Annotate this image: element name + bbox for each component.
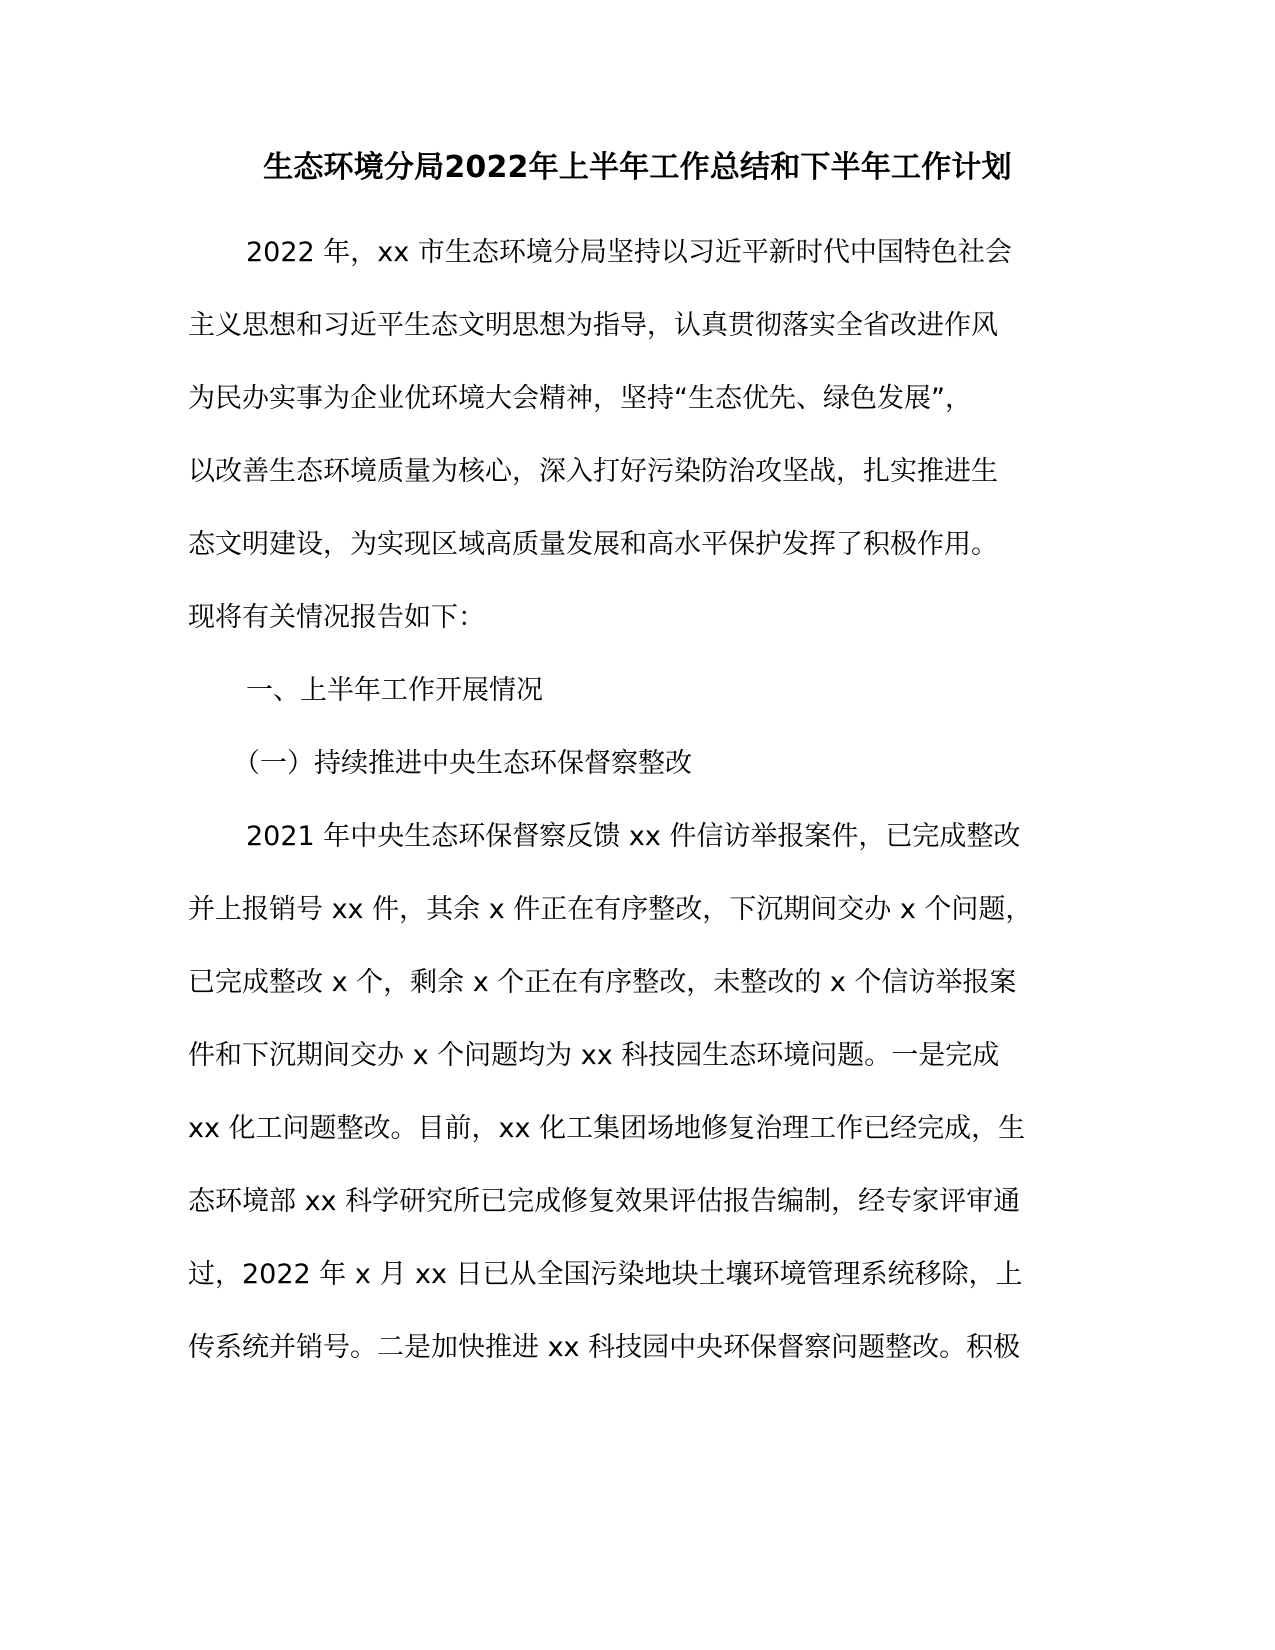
body-line: 态环境部 xx 科学研究所已完成修复效果评估报告编制，经专家评审通: [188, 1186, 1021, 1217]
body-line: 态文明建设，为实现区域高质量发展和高水平保护发挥了积极作用。: [188, 529, 998, 560]
body-line: 传系统并销号。二是加快推进 xx 科技园中央环保督察问题整改。积极: [188, 1332, 1021, 1363]
body-line: 主义思想和习近平生态文明思想为指导，认真贯彻落实全省改进作风: [188, 310, 998, 341]
body-line: xx 化工问题整改。目前，xx 化工集团场地修复治理工作已经完成，生: [188, 1113, 1026, 1144]
body-line: 2022 年，xx 市生态环境分局坚持以习近平新时代中国特色社会: [246, 237, 1012, 268]
document-title: 生态环境分局2022年上半年工作总结和下半年工作计划: [263, 150, 1012, 185]
body-line: 件和下沉期间交办 x 个问题均为 xx 科技园生态环境问题。一是完成: [188, 1040, 1000, 1071]
body-line: 以改善生态环境质量为核心，深入打好污染防治攻坚战，扎实推进生: [188, 456, 998, 487]
body-line: 并上报销号 xx 件，其余 x 件正在有序整改，下沉期间交办 x 个问题，: [188, 894, 1033, 925]
body-line: 2021 年中央生态环保督察反馈 xx 件信访举报案件，已完成整改: [246, 821, 1021, 852]
body-line: 过，2022 年 x 月 xx 日已从全国污染地块土壤环境管理系统移除，上: [188, 1259, 1023, 1290]
body-line: 为民办实事为企业优环境大会精神，坚持“生态优先、绿色发展”，: [188, 383, 972, 414]
body-line: 现将有关情况报告如下：: [188, 602, 485, 633]
section-heading: 一、上半年工作开展情况: [246, 675, 543, 706]
subsection-heading: （一）持续推进中央生态环保督察整改: [233, 748, 692, 779]
body-line: 已完成整改 x 个，剩余 x 个正在有序整改，未整改的 x 个信访举报案: [188, 967, 1017, 998]
